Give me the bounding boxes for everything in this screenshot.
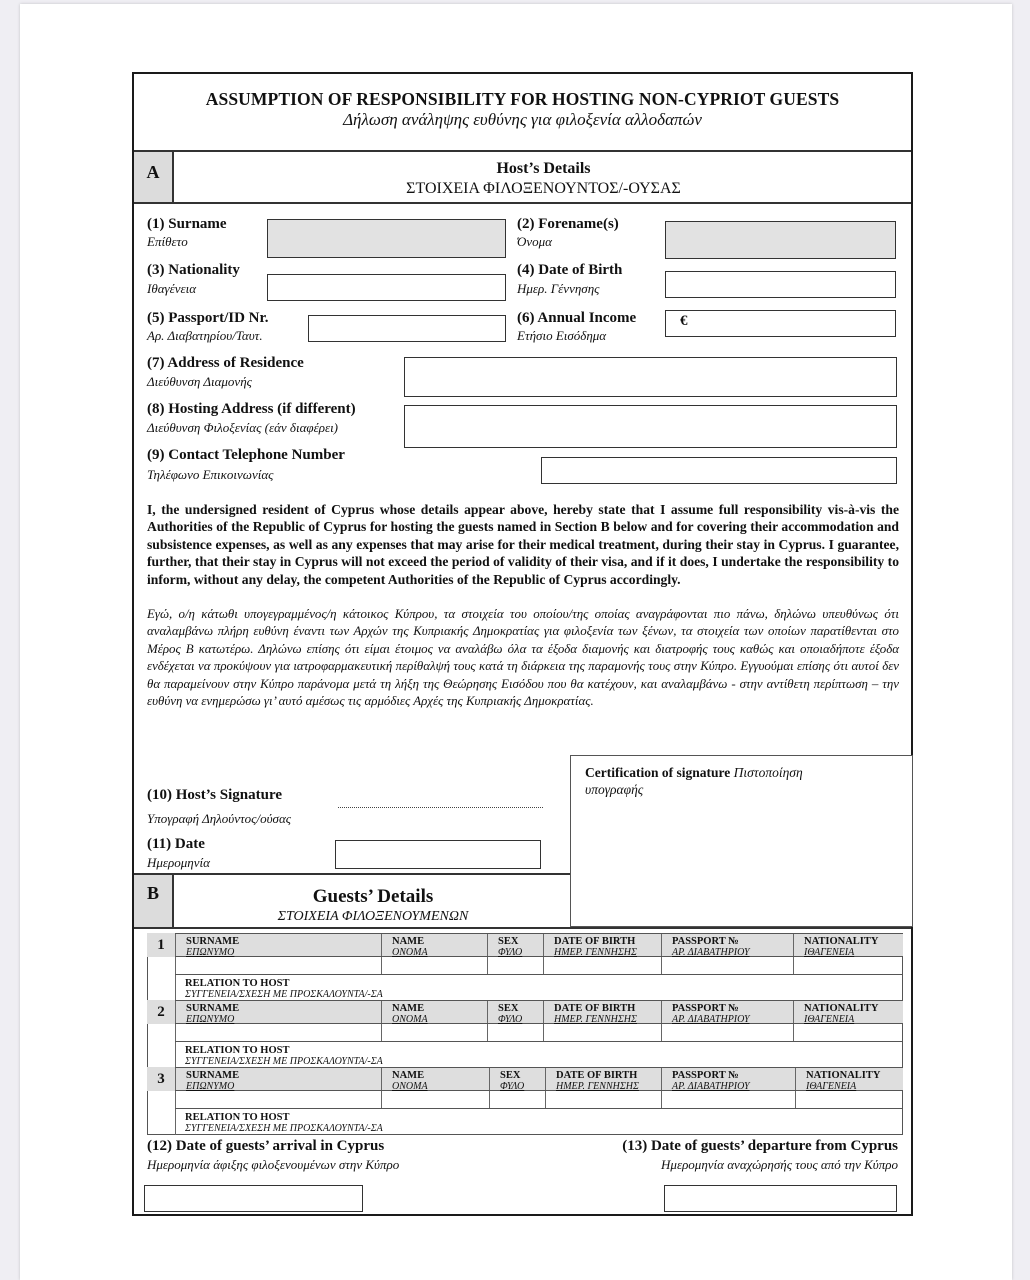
forename-label: (2) Forename(s) — [517, 216, 619, 232]
telephone-label-greek: Τηλέφωνο Επικοινωνίας — [147, 467, 274, 482]
date-label-greek: Ημερομηνία — [147, 855, 210, 870]
nationality-label: (3) Nationality — [147, 262, 240, 278]
surname-input[interactable] — [267, 219, 506, 258]
guest-nationality-input[interactable] — [795, 1091, 903, 1108]
guest-number: 3 — [147, 1067, 175, 1091]
certification-label-greek: Πιστοποίηση — [733, 765, 803, 780]
guest-name-input[interactable] — [381, 1024, 487, 1041]
residence-address-input[interactable] — [404, 357, 897, 397]
annual-income-label-greek: Ετήσιο Εισόδημα — [517, 328, 607, 343]
nationality-label-greek: Ιθαγένεια — [147, 281, 197, 296]
guest-relation-field[interactable]: RELATION TO HOST ΣΥΓΓΕΝΕΙΑ/ΣΧΕΣΗ ΜΕ ΠΡΟΣΚΑΛΟΥΝΤΑ/-ΣΑ — [185, 1045, 383, 1067]
signature-label: (10) Host’s Signature — [147, 787, 282, 803]
section-b-title-greek: ΣΤΟΙΧΕΙΑ ΦΙΛΟΞΕΝΟΥΜΕΝΩΝ — [277, 909, 469, 924]
date-of-birth-input[interactable] — [665, 271, 896, 298]
certification-of-signature-box[interactable] — [570, 755, 913, 927]
guest-dob-input[interactable] — [543, 957, 661, 974]
signature-label-greek: Υπογραφή Δηλούντος/ούσας — [147, 811, 292, 826]
guest-header-row: SURNAME ΕΠΩΝΥΜΟ NAME ΟΝΟΜΑ SEX ΦΥΛΟ DATE OF BIRTH ΗΜΕΡ. ΓΕΝΝΗΣΗΣ PASSPORT № ΑΡ. ΔΙΑΒΑΤΗΡΙΟΥ NATIONALITY ΙΘΑΓΕΝΕΙΑ — [175, 1067, 903, 1091]
departure-date-label-greek: Ημερομηνία αναχώρησής τους από την Κύπρο — [661, 1157, 898, 1172]
date-input[interactable] — [335, 840, 541, 869]
guest-passport-input[interactable] — [661, 1024, 793, 1041]
section-b-title: Guests’ Details — [312, 886, 434, 907]
euro-icon: € — [680, 313, 688, 329]
arrival-date-label: (12) Date of guests’ arrival in Cyprus — [147, 1138, 385, 1154]
guest-passport-input[interactable] — [661, 1091, 795, 1108]
arrival-date-input[interactable] — [144, 1185, 363, 1212]
hosting-address-input[interactable] — [404, 405, 897, 448]
arrival-date-label-greek: Ημερομηνία άφιξης φιλοξενουμένων στην Κύπρο — [147, 1157, 400, 1172]
guest-sex-input[interactable] — [487, 957, 543, 974]
section-b-letter: B — [134, 875, 174, 927]
guest-dob-input[interactable] — [543, 1024, 661, 1041]
guest-relation-field[interactable]: RELATION TO HOST ΣΥΓΓΕΝΕΙΑ/ΣΧΕΣΗ ΜΕ ΠΡΟΣΚΑΛΟΥΝΤΑ/-ΣΑ — [185, 978, 383, 1000]
guest-row-1 — [147, 933, 903, 1000]
residence-address-label-greek: Διεύθυνση Διαμονής — [147, 374, 252, 389]
divider — [134, 150, 911, 152]
hosting-address-label: (8) Hosting Address (if different) — [147, 401, 356, 417]
annual-income-input[interactable] — [665, 310, 896, 337]
nationality-input[interactable] — [267, 274, 506, 301]
declaration-greek: Εγώ, ο/η κάτωθι υπογεγραμμένος/η κάτοικος Κύπρου, τα στοιχεία του οποίου/της οποίας αναγράφονται πιο πάνω, δηλώνω υπευθύνως ότι αναλαμβάνω πλήρη ευθύνη έναντι των Αρχών της Κυπριακής Δημοκρατίας για φιλοξενία των ξένων, τα στοιχεία των οποίων παρατίθενται στο Μέρος Β κατωτέρω. Δηλώνω επίσης ότι είμαι έτοιμος να αναλάβω όλα τα έξοδα διαμονής και διατροφής τους καθώς και οποιαδήποτε έξοδα ενδέχεται να προκύψουν για ιατροφαρμακευτική περίθαλψή τους κατά τη διάρκεια της παραμονής τους στην Κύπρο. Εγγυούμαι επίσης ότι αυτοί δεν θα παραμείνουν στην Κύπρο παράνομα μετά τη λήξη της Θεώρησης Εισόδου που θα κατέχουν, και αναλαμβάνω - στην αντίθετη περίπτωση – την ευθύνη να ενημερώσω γι’ αυτό αμέσως τις αρμόδιες Αρχές της Κυπριακής Δημοκρατίας. — [147, 607, 899, 709]
guest-number: 1 — [147, 933, 175, 957]
hosting-address-label-greek: Διεύθυνση Φιλοξενίας (εάν διαφέρει) — [147, 420, 339, 435]
declaration-english: I, the undersigned resident of Cyprus whose details appear above, hereby state that I assume full responsibility vis-à-vis the Authorities of the Republic of Cyprus for hosting the guests named in Section B below and for covering their accommodation and subsistence expenses, as well as any expenses that may arise for their medical treatment, during their stay in Cyprus. I guarantee, further, that their stay in Cyprus will not exceed the period of validity of their visa, and if it does, I undertake the responsibility to inform, without any delay, the competent Authorities of the Republic of Cyprus accordingly. — [147, 502, 899, 587]
guest-surname-input[interactable] — [175, 957, 381, 974]
signature-line[interactable] — [338, 807, 543, 808]
passport-input[interactable] — [308, 315, 506, 342]
guest-header-row: SURNAME ΕΠΩΝΥΜΟ NAME ΟΝΟΜΑ SEX ΦΥΛΟ DATE OF BIRTH ΗΜΕΡ. ΓΕΝΝΗΣΗΣ PASSPORT № ΑΡ. ΔΙΑΒΑΤΗΡΙΟΥ NATIONALITY ΙΘΑΓΕΝΕΙΑ — [175, 933, 903, 957]
annual-income-label: (6) Annual Income — [517, 310, 637, 326]
surname-label-greek: Επίθετο — [147, 234, 188, 249]
form-title-greek: Δήλωση ανάληψης ευθύνης για φιλοξενία αλλοδαπών — [343, 110, 702, 129]
date-label: (11) Date — [147, 836, 205, 852]
forename-label-greek: Όνομα — [517, 234, 553, 249]
surname-label: (1) Surname — [147, 216, 227, 232]
guest-nationality-input[interactable] — [793, 957, 903, 974]
departure-date-label: (13) Date of guests’ departure from Cyprus — [622, 1138, 898, 1154]
telephone-label: (9) Contact Telephone Number — [147, 447, 345, 463]
guest-name-input[interactable] — [381, 957, 487, 974]
guest-name-input[interactable] — [381, 1091, 489, 1108]
guest-row-3 — [147, 1067, 903, 1135]
guest-surname-input[interactable] — [175, 1091, 381, 1108]
guest-relation-field[interactable]: RELATION TO HOST ΣΥΓΓΕΝΕΙΑ/ΣΧΕΣΗ ΜΕ ΠΡΟΣΚΑΛΟΥΝΤΑ/-ΣΑ — [185, 1112, 383, 1134]
guest-sex-input[interactable] — [489, 1091, 545, 1108]
date-of-birth-label-greek: Ημερ. Γέννησης — [517, 281, 600, 296]
section-a-title: Host’s Details — [496, 160, 591, 177]
guest-surname-input[interactable] — [175, 1024, 381, 1041]
section-a-letter: A — [134, 152, 174, 202]
guest-sex-input[interactable] — [487, 1024, 543, 1041]
divider — [134, 202, 911, 204]
date-of-birth-label: (4) Date of Birth — [517, 262, 623, 278]
section-a-title-greek: ΣΤΟΙΧΕΙΑ ΦΙΛΟΞΕΝΟΥΝΤΟΣ/-ΟΥΣΑΣ — [406, 180, 681, 197]
guest-dob-input[interactable] — [545, 1091, 661, 1108]
form-title: ASSUMPTION OF RESPONSIBILITY FOR HOSTING NON-CYPRIOT GUESTS — [205, 89, 840, 109]
certification-label: Certification of signature — [585, 765, 731, 780]
guest-header-row: SURNAME ΕΠΩΝΥΜΟ NAME ΟΝΟΜΑ SEX ΦΥΛΟ DATE OF BIRTH ΗΜΕΡ. ΓΕΝΝΗΣΗΣ PASSPORT № ΑΡ. ΔΙΑΒΑΤΗΡΙΟΥ NATIONALITY ΙΘΑΓΕΝΕΙΑ — [175, 1000, 903, 1024]
residence-address-label: (7) Address of Residence — [147, 355, 304, 371]
guest-number: 2 — [147, 1000, 175, 1024]
passport-label-greek: Αρ. Διαβατηρίου/Ταυτ. — [147, 328, 263, 343]
passport-label: (5) Passport/ID Nr. — [147, 310, 269, 326]
guest-passport-input[interactable] — [661, 957, 793, 974]
departure-date-input[interactable] — [664, 1185, 897, 1212]
forename-input[interactable] — [665, 221, 896, 259]
guest-row-2 — [147, 1000, 903, 1067]
certification-label-greek-2: υπογραφής — [585, 782, 644, 797]
divider — [134, 927, 911, 929]
divider — [134, 873, 570, 875]
guest-nationality-input[interactable] — [793, 1024, 903, 1041]
telephone-input[interactable] — [541, 457, 897, 484]
